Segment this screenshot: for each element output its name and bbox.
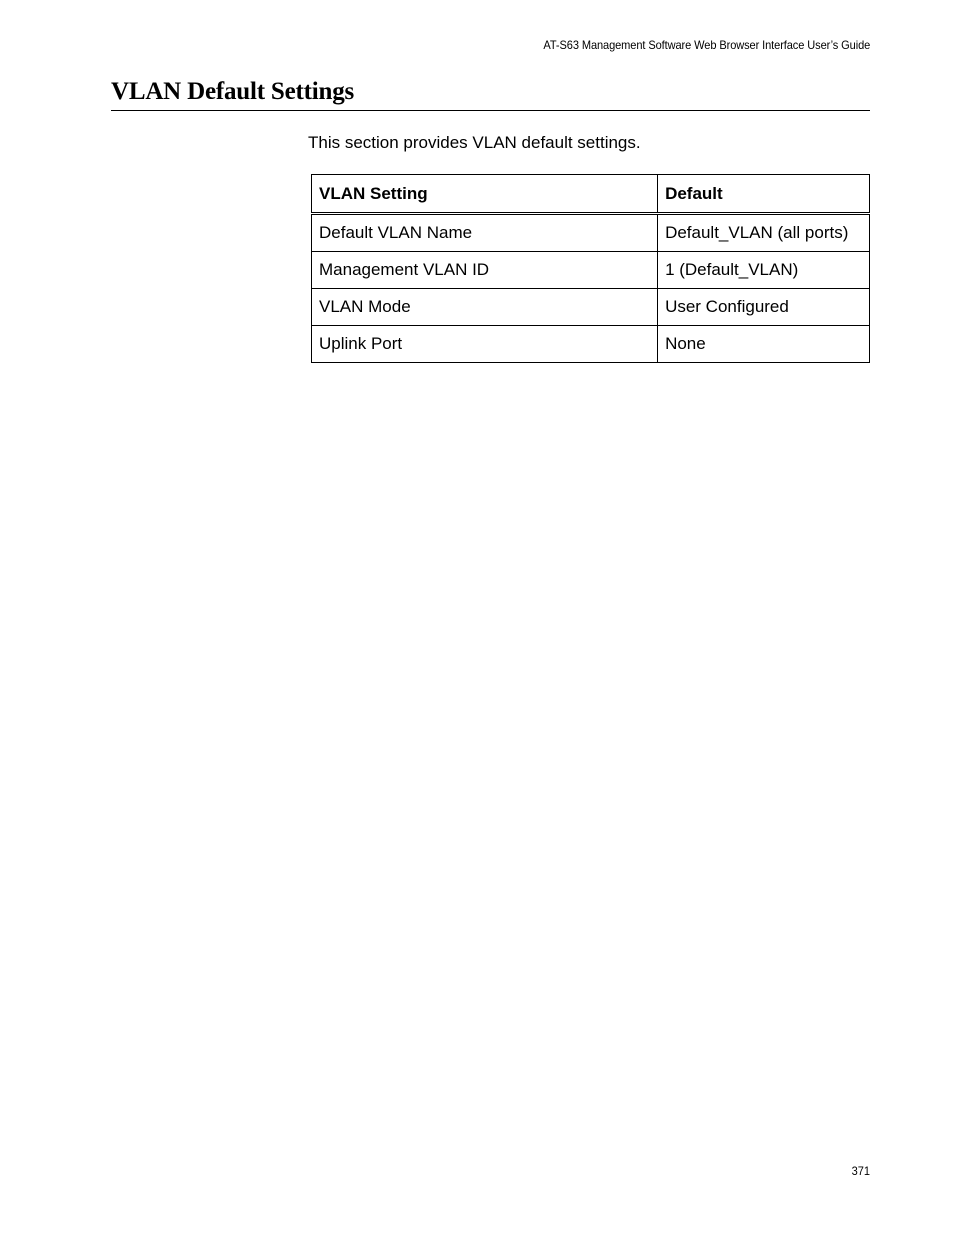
default-cell: User Configured <box>658 289 870 326</box>
title-rule <box>111 110 870 111</box>
default-cell: None <box>658 326 870 363</box>
page-number: 371 <box>851 1164 870 1178</box>
table-row <box>312 252 870 289</box>
default-cell: Default_VLAN (all ports) <box>658 214 870 252</box>
running-header: AT-S63 Management Software Web Browser Interface User’s Guide <box>543 38 870 52</box>
setting-cell: Default VLAN Name <box>312 214 658 252</box>
setting-cell: Uplink Port <box>312 326 658 363</box>
table-row <box>312 289 870 326</box>
setting-cell: VLAN Mode <box>312 289 658 326</box>
column-header-setting: VLAN Setting <box>312 175 658 214</box>
column-header-default: Default <box>658 175 870 214</box>
section-title: VLAN Default Settings <box>111 78 355 105</box>
default-cell: 1 (Default_VLAN) <box>658 252 870 289</box>
setting-cell: Management VLAN ID <box>312 252 658 289</box>
table-header-row <box>312 175 870 214</box>
table-row <box>312 214 870 252</box>
table-row <box>312 326 870 363</box>
vlan-defaults-table <box>311 174 870 363</box>
intro-paragraph: This section provides VLAN default settings. <box>308 133 641 152</box>
